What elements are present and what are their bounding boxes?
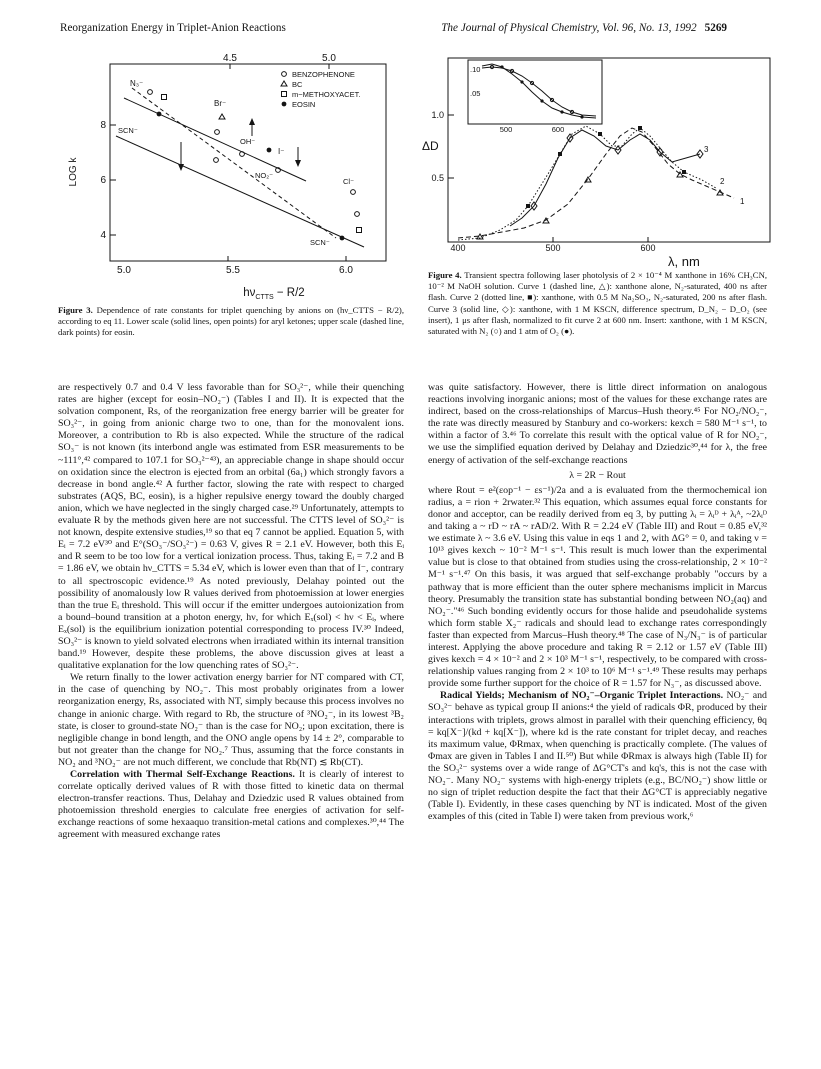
figure-3-caption-label: Figure 3.: [58, 305, 93, 315]
journal-citation: [441, 22, 727, 34]
fig3-top-tick-2: 5.0: [322, 53, 336, 64]
right-paragraph-1: was quite satisfactory. However, there is little direct information on analogous reactions involving inorganic anions; most of the values for these exchange rates are indirect, based on the cross-relationships of Marcus–Hush theory.⁴⁵ For NO₂/NO₂⁻, the rate was directly measured by Stanbury and co-workers: kexch = 580 M⁻¹ s⁻¹, to within a factor of 3.⁴⁶ To correlate this result with the optical value of R for NO₂⁻, we use the simplified equation derived by Delahay and Dziedzic³⁰,⁴⁴ for λ, the free energy of activation of the self-exchange reactions: [428, 382, 767, 466]
figure-4-plot: [410, 54, 776, 269]
inset-x-tick-600: 600: [551, 125, 565, 134]
left-section-runhead: Correlation with Thermal Self-Exchange Reactions.: [70, 769, 295, 780]
fig3-y-axis-label: LOG k: [68, 157, 79, 187]
fig3-bottom-tick-3: 6.0: [339, 265, 353, 276]
fig4-x-tick-400: 400: [450, 243, 466, 253]
fig3-top-tick-1: 4.5: [223, 53, 237, 64]
fig3-label-scn-2: SCN⁻: [310, 238, 330, 247]
left-column: [58, 382, 404, 842]
fig3-label-i: I⁻: [278, 147, 285, 156]
fig4-x-tick-600: 600: [640, 243, 656, 253]
page-number: 5269: [704, 22, 727, 34]
fig4-x-axis-label: λ, nm: [668, 254, 700, 269]
inset-y-tick-005: .05: [470, 89, 481, 98]
legend-bc: BC: [292, 80, 303, 89]
fig3-bottom-tick-2: 5.5: [226, 265, 240, 276]
legend-methoxyacet: m−METHOXYACET.: [292, 90, 361, 99]
left-paragraph-2: We return finally to the lower activation energy barrier for NT compared with CT, in the case of quenching by NO₂⁻. This most probably originates from a lower reorganization energy, Rs, associated with NT, simply because this process involves no change in anionic charge. With regard to Rb, the structure of ³NO₂⁻, in its lowest ³B₂ state, is closer to ground-state NO₂⁻ than is the case for NO₂; upon excitation, there is negligible change in bond length, and the ONO angle opens by 14 ± 2°, comparable to but not greater than the change for NO₂.⁷ Thus, assuming that the force constants in NO₂ and ³NO₂⁻ are not much different, we conclude that Rb(NT) ≲ Rb(CT).: [58, 672, 404, 768]
legend-benzophenone: BENZOPHENONE: [292, 70, 355, 79]
equation: λ = 2R − Rout: [569, 469, 626, 481]
fig3-label-scn-1: SCN⁻: [118, 126, 138, 135]
fig3-label-oh: OH⁻: [240, 137, 256, 146]
right-column: [428, 382, 767, 823]
fig3-y-tick-6: 6: [100, 175, 106, 186]
running-head: Reorganization Energy in Triplet-Anion Reactions: [60, 22, 286, 34]
right-paragraph-3: [428, 690, 767, 823]
right-section-text: NO₂⁻ and SO₃²⁻ behave as typical group II anions:⁴ the yield of radicals ΦR, produced by their interactions with triplets, grows almost in parallel with their quenching efficiency, θq = kq[X⁻]/(kd + kq[X⁻]), where kd is the rate constant for triplet decay, and reaches its maximum value, ΦRmax, when quenching is practically complete. (The values of Φmax are given in Tables I and II.⁵⁰) But while ΦRmax is always high (Table II) for the SO₃²⁻ systems over a wide range of ΔG°CT's and kq's, this is not the case with NO₂⁻. Many NO₂⁻ systems with high-energy triplets (e.g., BC/NO₂⁻) show little or no sign of triplet reduction despite the fact that their ΔG°CT is appreciably negative (Table I). Evidently, in these cases quenching by NT is indicated. Most of the given examples of this (cited in Table I) were taken from previous work,⁶: [428, 690, 767, 823]
fig4-y-axis-label: ΔD: [422, 139, 439, 153]
figure-4-caption-text: Transient spectra following laser photolysis of 2 × 10⁻⁴ M xanthone in 16% CH₃CN, 10⁻² M NaOH solution. Curve 1 (dashed line, △): xanthone alone, N₂-saturated, 400 ns after flash. Curve 2 (dotted line, ■): xanthone, with 0.5 M Na₂SO₃, N₂-saturated, 200 ns after flash. Curve 3 (solid line, ◇): xanthone, with 1 M KSCN, difference spectrum, D_N₂ − D_O₂ (see insert), 1 μs after flash, normalized to fit curve 2 at 600 nm. Insert: xanthone, with 1 M KSCN, saturated with N₂ (○) and 1 atm of O₂ (●).: [428, 270, 768, 337]
fig4-curve-1-label: 1: [740, 197, 745, 206]
fig3-bottom-tick-1: 5.0: [117, 265, 131, 276]
inset-x-tick-500: 500: [499, 125, 513, 134]
fig4-y-tick-1.0: 1.0: [431, 110, 444, 120]
left-paragraph-1: are respectively 0.7 and 0.4 V less favorable than for SO₃²⁻, while their quenching rates are higher (except for eosin–NO₂⁻) (Tables I and II). It is expected that the solvation component, Rs, of the reorganization free energy barrier will be greater for SO₃²⁻, in going from anionic charge two to one, than for the monovalent ions. Moreover, a contribution to Rb is also expected. While the structure of the radical SO₃⁻ is not known (its interbond angle was estimated from ESR measurements to be ~111°,⁴² compared to 107.1 for SO₃²⁻⁴³), an appreciable change in shape should occur on oxidation since the electron is ejected from an orbital (6a₁) which strongly favors a decrease in bond angle.⁴² A further factor, slowing the rate with respect to charged substrates (AQS, BC, eosin), is a higher repulsive energy toward the doubly charged anion, which we have neglected in the singly charged case.²⁹ Unfortunately, attempts to evaluate R by the methods given here are not successful. The CTTS level of SO₃²⁻ is not known, despite extensive studies,¹⁹ so that eq 7 cannot be applied. Equation 5, with Eᵢ = 7.2 eV³⁰ and E°(SO₃⁻/SO₃²⁻) = 0.63 V, gives R = 2.1 eV. However, both this Eᵢ and R seem to be too low for a vertical ionization process. Thus, taking Eᵢ = 7.2 and B = 1.86 eV, we obtain hν_CTTS = 5.34 eV, which is lower even than that of I⁻, contrary to all spectroscopic evidence.¹⁹ As noted previously, Delahay pointed out the possibility of anomalously low R values derived from photoemission at lower energies than the true Eᵢ threshold. This will occur if the emitter undergoes autoionization from a bound–bound transition at a photon energy, hν, for which Eₓ(sol) < hν < Eᵢ, where Eₓ(sol) is the equilibrium ionization potential corresponding to process IV.³⁰ Indeed, SO₃²⁻ is known to yield solvated electrons when irradiated within its internal transition band.¹⁹ However, despite these problems, the above discussion gives at least a qualitative explanation for the low quenching rates of SO₃²⁻.: [58, 382, 404, 672]
right-section-runhead: Radical Yields; Mechanism of NO₂⁻–Organic Triplet Interactions.: [440, 690, 724, 702]
fig4-curve-3-label: 3: [704, 145, 709, 154]
figure-3-caption: [58, 305, 404, 339]
figure-3-caption-text: Dependence of rate constants for triplet quenching by anions on (hν_CTTS − R/2), according to eq 11. Lower scale (solid lines, open points) for aryl ketones; upper scale (dashed line, dark points) for eosin.: [58, 305, 405, 338]
figure-3-plot: [66, 52, 406, 302]
figure-4-caption-label: Figure 4.: [428, 270, 462, 280]
fig3-label-no2: NO₂⁻: [255, 171, 274, 180]
figure-4-caption: [428, 270, 767, 337]
fig3-label-br: Br⁻: [214, 99, 227, 108]
fig3-label-cl: Cl⁻: [343, 177, 355, 186]
fig3-x-axis-label: $h\nu_{CTTS} - R/2$: [243, 287, 305, 301]
left-section-text: It is clearly of interest to correlate optically derived values of R with those fitted to kinetic data on thermal electron-transfer reactions. Thus, Delahay and Dziedzic used R values obtained from photoemission threshold energies to calculate free energies of activation for self-exchange reactions of some hexaaquo transition-metal cations and complexes.³⁰,⁴⁴ The agreement with measured exchange rates: [58, 769, 404, 841]
fig3-label-n3: N₃⁻: [130, 79, 144, 88]
fig4-curve-2-label: 2: [720, 177, 725, 186]
left-paragraph-3: [58, 769, 404, 842]
fig3-y-tick-4: 4: [100, 230, 106, 241]
right-paragraph-2: where Rout = e²(εop⁻¹ − εs⁻¹)/2a and a is evaluated from the thermochemical ion radius, a = rion + 2rwater.³² This equation, which assumes equal force constants for donor and acceptor, can be readily derived from eq 3, by putting λᵢ = λᵢᴰ + λᵢᴬ, ~2λᵢᴰ and taking a ~ rD ~ rA ~ rAD/2. With R = 2.24 eV (Table III) and Rout = 0.85 eV,³² we estimate λ ~ 3.6 eV. Using this value in eqs 1 and 2, with ΔG° = 0, and taking ν = 10¹³ gives kexch ~ 10⁻² M⁻¹ s⁻¹. This result is much lower than the experimental value but is close to that obtained from studies using the cross-relationship, 2 × 10⁻² M⁻¹ s⁻¹.⁴⁷ On this basis, it was argued that self-exchange probably "occurs by a pathway that is more efficient than the outer sphere mechanisms implicit in Marcus theory. Presumably the transition state has substantial bonding between NO₂(aq) and NO₂⁻."⁴⁶ Such bonding evidently occurs for those halide and pseudohalide systems which form stable X₂⁻ radicals and should lead to exchange rates correspondingly faster than expected from Marcus–Hush theory.⁴⁸ The case of N₃/N₃⁻ is of particular interest. Applying the above procedure and taking R = 2.12 or 1.57 eV (Table III) gives kexch = 4 × 10⁻² and 2 × 10³ M⁻¹ s⁻¹, respectively, to be compared with cross-relationship values ranging from 2 × 10³ to 10⁶ M⁻¹ s⁻¹.⁴⁹ These results may perhaps provide some further support for the choice of R = 1.57 for N₃⁻, as discussed above.: [428, 484, 767, 690]
inset-y-tick-010: .10: [470, 65, 481, 74]
fig4-y-tick-0.5: 0.5: [431, 173, 444, 183]
legend-eosin: EOSIN: [292, 100, 316, 109]
fig4-x-tick-500: 500: [545, 243, 561, 253]
journal-name: The Journal of Physical Chemistry, Vol. 96, No. 13, 1992: [441, 22, 697, 34]
fig3-y-tick-8: 8: [100, 120, 106, 131]
